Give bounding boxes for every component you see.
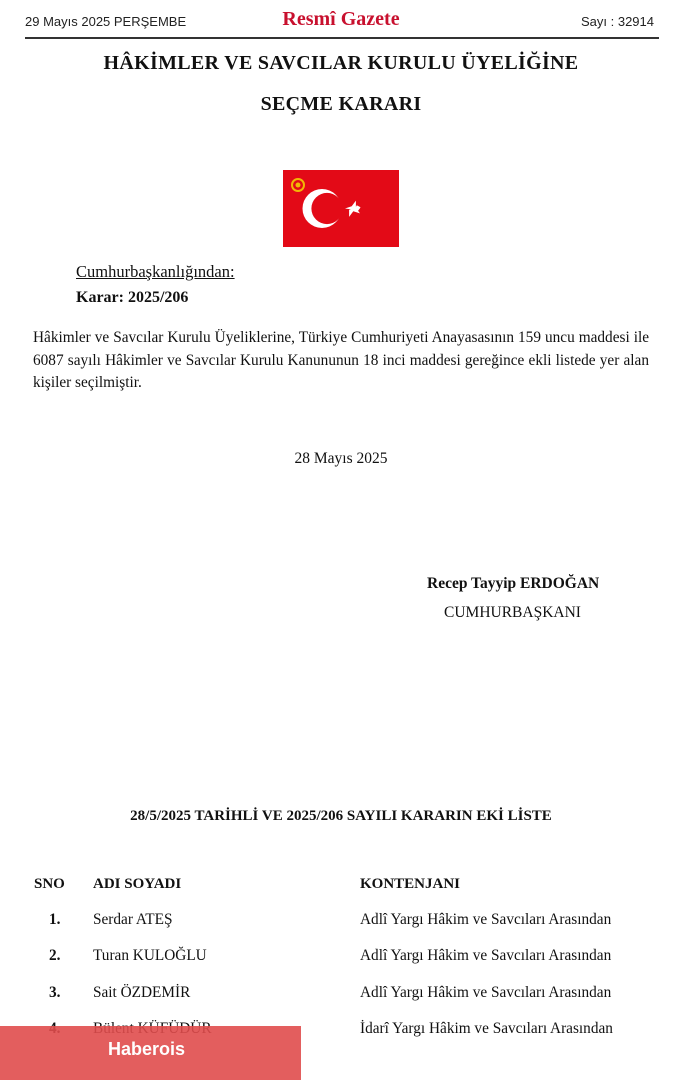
watermark-banner — [0, 1026, 301, 1080]
turkish-flag-icon — [283, 170, 399, 247]
row-quota: Adlî Yargı Hâkim ve Savcıları Arasından — [360, 911, 612, 928]
decree-date: 28 Mayıs 2025 — [294, 450, 388, 467]
header-date: 29 Mayıs 2025 PERŞEMBE — [25, 14, 187, 29]
decree-number: Karar: 2025/206 — [76, 289, 189, 306]
row-sno: 2. — [49, 947, 61, 964]
table-row — [0, 984, 682, 1008]
document-title-line1: HÂKİMLER VE SAVCILAR KURULU ÜYELİĞİNE — [103, 52, 579, 74]
row-sno: 1. — [49, 911, 61, 928]
watermark-text: Haberois — [108, 1039, 186, 1059]
decree-body: Hâkimler ve Savcılar Kurulu Üyeliklerine, Türkiye Cumhuriyeti Anayasasının 159 uncu maddesi ile 6087 sayılı Hâkimler ve Savcılar Kurulu Kanununun 18 inci maddesi gereğince ekli listede yer alan kişiler seçilmiştir. — [33, 329, 649, 391]
header-divider — [25, 37, 659, 39]
column-header-sno: SNO — [34, 876, 65, 892]
issuer-heading: Cumhurbaşkanlığından: — [76, 262, 235, 281]
table-row — [0, 911, 682, 935]
column-header-quota: KONTENJANI — [360, 876, 461, 892]
row-name: Serdar ATEŞ — [93, 911, 173, 928]
row-quota: Adlî Yargı Hâkim ve Savcıları Arasından — [360, 947, 612, 964]
row-quota: İdarî Yargı Hâkim ve Savcıları Arasından — [360, 1020, 613, 1037]
document-title-line2: SEÇME KARARI — [260, 93, 422, 115]
row-name: Sait ÖZDEMİR — [93, 984, 191, 1001]
row-sno: 3. — [49, 984, 61, 1001]
table-row — [0, 947, 682, 971]
row-name: Turan KULOĞLU — [93, 947, 207, 964]
column-header-name: ADI SOYADI — [93, 876, 182, 892]
annex-title: 28/5/2025 TARİHLİ VE 2025/206 SAYILI KARARIN EKİ LİSTE — [130, 808, 552, 824]
signer-name: Recep Tayyip ERDOĞAN — [427, 575, 600, 592]
signer-title: CUMHURBAŞKANI — [444, 604, 581, 621]
gazette-title: Resmî Gazete — [282, 8, 400, 30]
row-quota: Adlî Yargı Hâkim ve Savcıları Arasından — [360, 984, 612, 1001]
issue-number: Sayı : 32914 — [581, 14, 654, 29]
